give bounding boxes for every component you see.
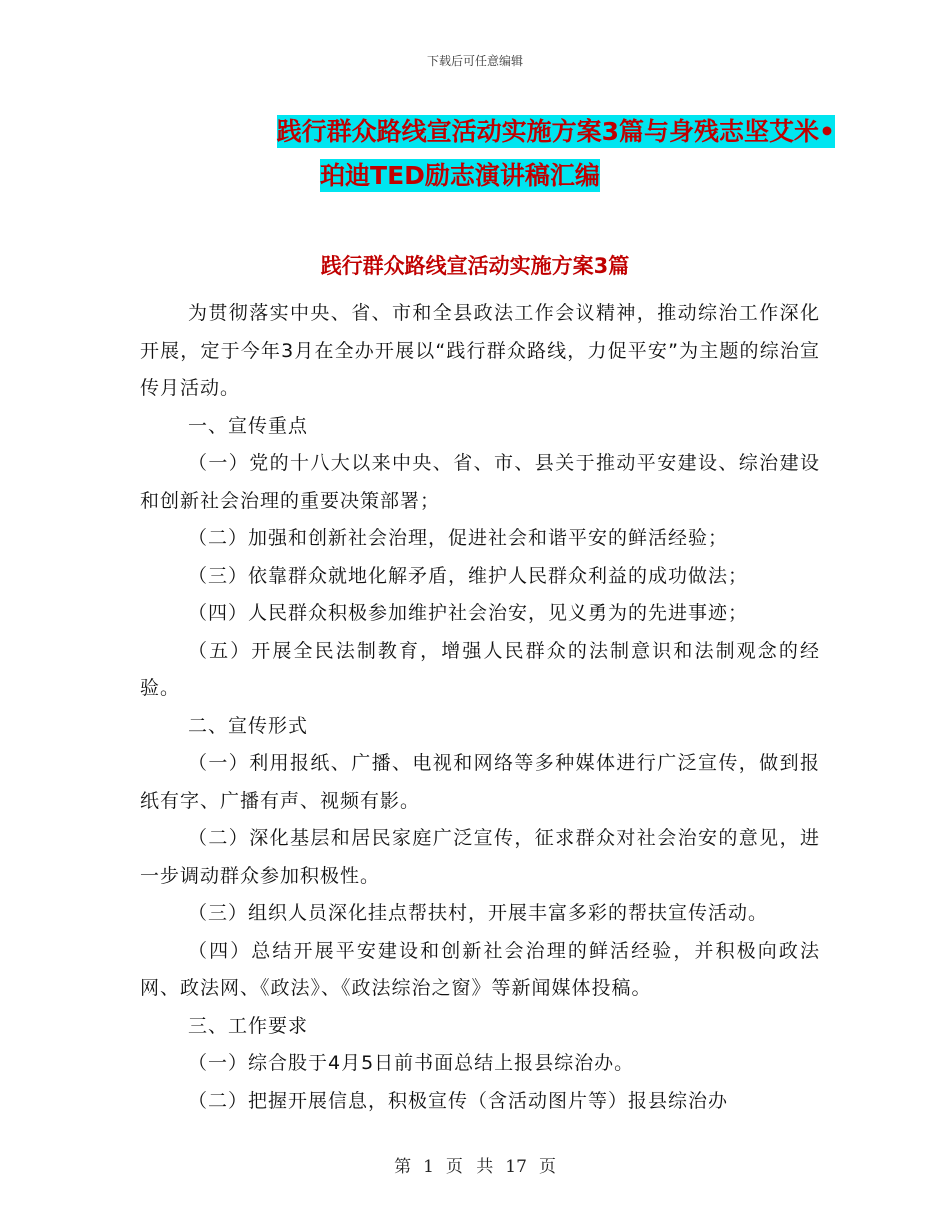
- paragraph: （三）组织人员深化挂点帮扶村，开展丰富多彩的帮扶宣传活动。: [188, 902, 769, 924]
- document-title-line-1: [135, 112, 835, 148]
- document-body: [140, 295, 820, 1120]
- footer-page-number: 1: [423, 1157, 434, 1177]
- footer-prefix: 第: [394, 1157, 412, 1177]
- paragraph: （三）依靠群众就地化解矛盾，维护人民群众利益的成功做法；: [188, 564, 749, 587]
- paragraph: （四）总结开展平安建设和创新社会治理的鲜活经验，并积极向政法网、政法网、《政法》、《政法综治之窗》等新闻媒体投稿。: [140, 939, 820, 999]
- paragraph: 为贯彻落实中央、省、市和全县政法工作会议精神，推动综治工作深化开展，定于今年3月在全办开展以“践行群众路线，力促平安”为主题的综治宣传月活动。: [140, 302, 820, 399]
- footer-total-pages: 17: [505, 1157, 527, 1177]
- document-title-line-2: [290, 156, 630, 192]
- header-note: 下载后可任意编辑: [426, 54, 523, 68]
- document-title-text-1: 践行群众路线宣活动实施方案3篇与身残志坚艾米•: [276, 117, 835, 146]
- document-title-text-2: 珀迪TED励志演讲稿汇编: [320, 161, 600, 190]
- page-footer: [0, 1152, 950, 1177]
- paragraph: （一）利用报纸、广播、电视和网络等多种媒体进行广泛宣传，做到报纸有字、广播有声、视频有影。: [140, 752, 820, 812]
- heading-2: 二、宣传形式: [188, 714, 309, 737]
- section-title: 践行群众路线宣活动实施方案3篇: [320, 254, 630, 278]
- heading-1: 一、宣传重点: [188, 414, 309, 437]
- paragraph: （二）加强和创新社会治理，促进社会和谐平安的鲜活经验；: [188, 527, 729, 549]
- paragraph: （二）把握开展信息，积极宣传（含活动图片等）报县综治办: [188, 1089, 729, 1112]
- paragraph: （五）开展全民法制教育，增强人民群众的法制意识和法制观念的经验。: [140, 639, 820, 699]
- footer-suffix: 页: [538, 1157, 556, 1177]
- footer-middle: 页 共: [445, 1157, 494, 1177]
- paragraph: （一）党的十八大以来中央、省、市、县关于推动平安建设、综治建设和创新社会治理的重要决策部署；: [140, 452, 820, 512]
- paragraph: （二）深化基层和居民家庭广泛宣传，征求群众对社会治安的意见，进一步调动群众参加积极性。: [140, 827, 820, 887]
- paragraph: （四）人民群众积极参加维护社会治安，见义勇为的先进事迹；: [188, 602, 749, 624]
- paragraph: （一）综合股于4月5日前书面总结上报县综治办。: [188, 1052, 635, 1074]
- heading-3: 三、工作要求: [188, 1014, 309, 1037]
